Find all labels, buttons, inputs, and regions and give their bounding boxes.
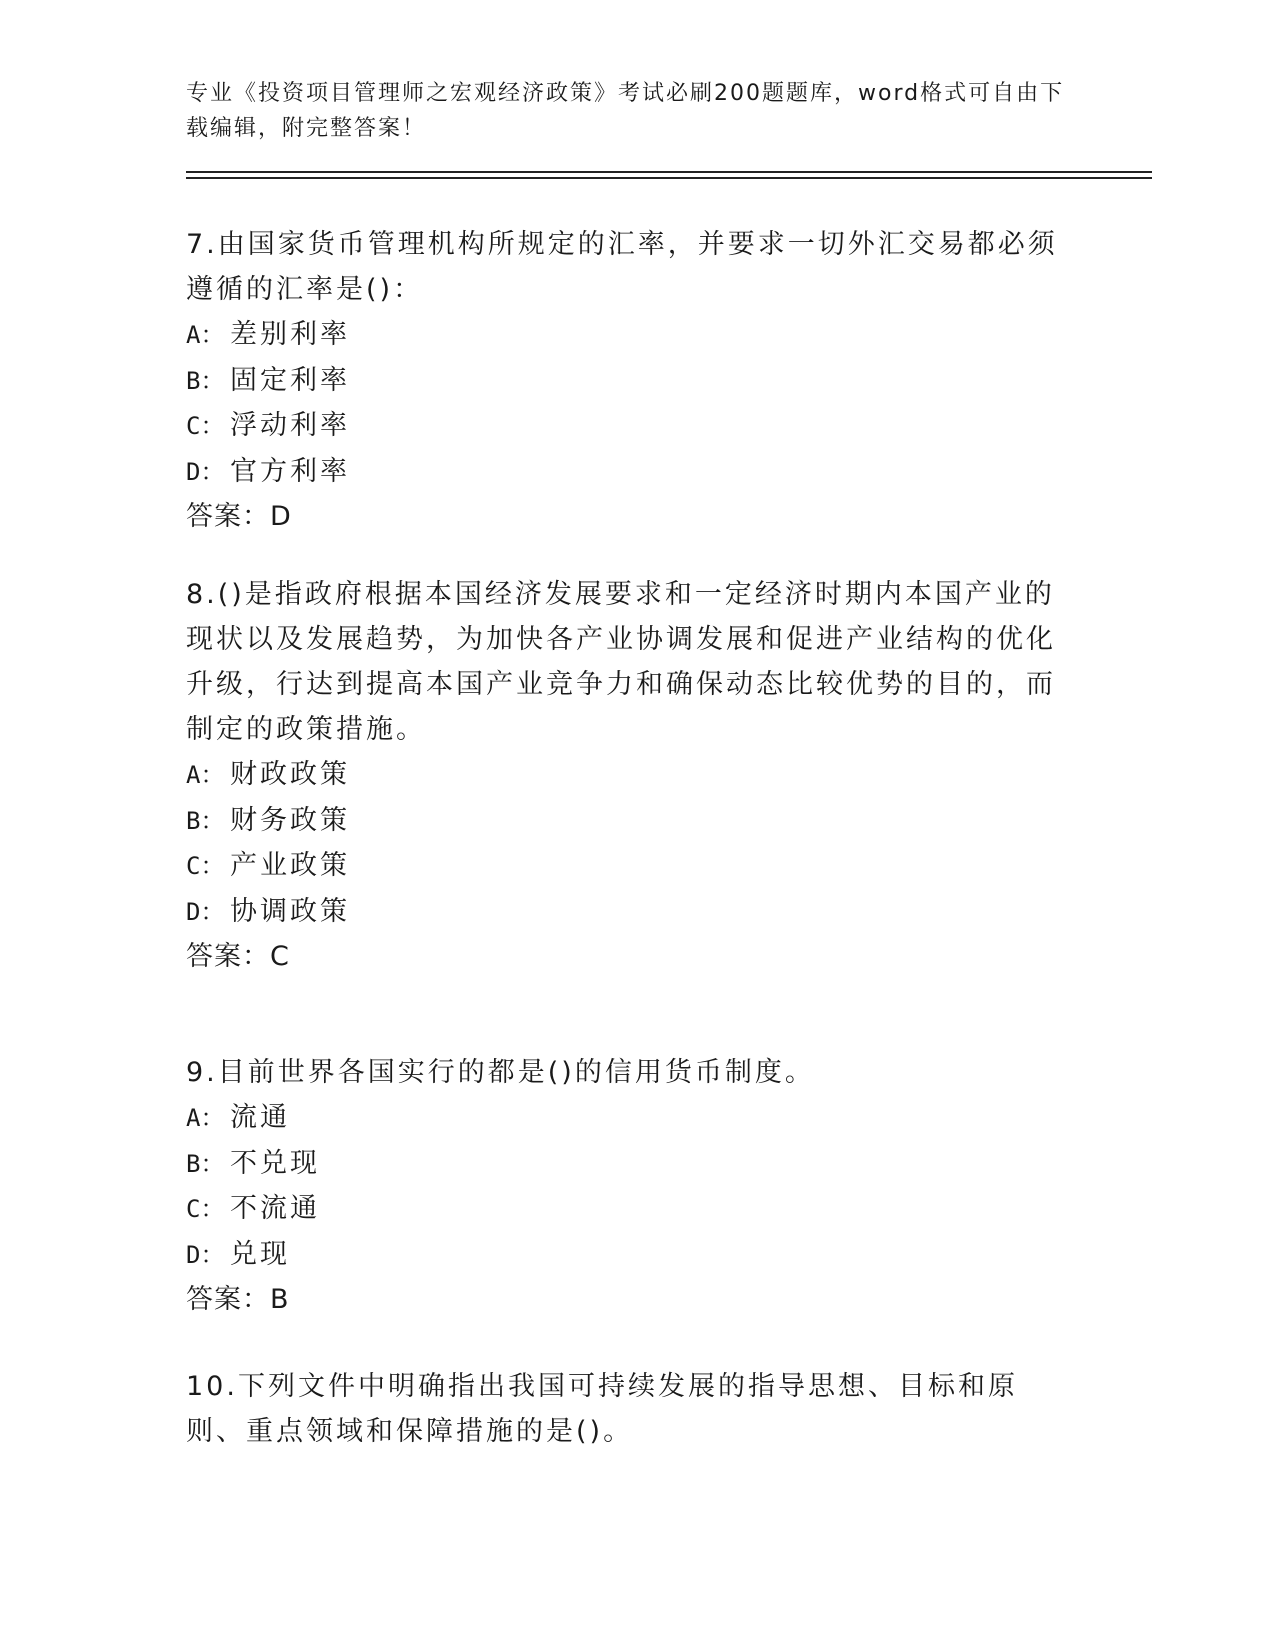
question-7 [186, 222, 1066, 540]
question-stem: 10.下列文件中明确指出我国可持续发展的指导思想、目标和原则、重点领域和保障措施的是()。 [186, 1371, 1018, 1447]
option-text: 兑现 [230, 1238, 290, 1270]
option-letter: A： [186, 321, 225, 349]
option-letter: A： [186, 761, 225, 789]
option-letter: C： [186, 412, 225, 440]
option-letter: B： [186, 366, 225, 395]
option-a [186, 752, 1066, 798]
option-a [186, 1095, 1066, 1141]
question-9 [186, 1050, 1066, 1323]
option-text: 流通 [230, 1102, 290, 1133]
option-text: 不兑现 [230, 1147, 320, 1179]
question-10 [186, 1364, 1066, 1454]
option-text: 财务政策 [230, 804, 350, 836]
option-d [186, 1232, 1066, 1278]
option-b [186, 798, 1066, 844]
option-d [186, 889, 1066, 935]
option-letter: B： [186, 806, 225, 835]
question-stem: 7.由国家货币管理机构所规定的汇率，并要求一切外汇交易都必须遵循的汇率是()： [186, 229, 1058, 305]
option-text: 不流通 [230, 1193, 320, 1224]
option-c [186, 403, 1066, 449]
option-letter: D： [186, 457, 225, 486]
header-divider-top [186, 171, 1152, 173]
option-letter: D： [186, 897, 225, 926]
question-8 [186, 572, 1066, 980]
option-text: 浮动利率 [230, 410, 350, 441]
option-text: 差别利率 [230, 319, 350, 350]
answer-line: 答案：C [186, 941, 290, 972]
option-text: 财政政策 [230, 759, 350, 790]
option-a [186, 312, 1066, 358]
option-letter: D： [186, 1240, 225, 1269]
answer-line: 答案：D [186, 501, 292, 532]
option-text: 官方利率 [230, 455, 350, 487]
option-d [186, 449, 1066, 495]
option-text: 产业政策 [230, 850, 350, 881]
option-letter: C： [186, 852, 225, 880]
question-stem: 8.()是指政府根据本国经济发展要求和一定经济时期内本国产业的现状以及发展趋势，为加快各产业协调发展和促进产业结构的优化升级，行达到提高本国产业竞争力和确保动态比较优势的目的，而制定的政策措施。 [186, 579, 1056, 745]
option-b [186, 358, 1066, 404]
answer-line: 答案：B [186, 1284, 290, 1315]
option-c [186, 1186, 1066, 1232]
document-header: 专业《投资项目管理师之宏观经济政策》考试必刷200题题库，word格式可自由下载编辑，附完整答案！ [186, 81, 1065, 141]
option-b [186, 1141, 1066, 1187]
option-c [186, 843, 1066, 889]
option-letter: B： [186, 1149, 225, 1178]
option-text: 固定利率 [230, 364, 350, 396]
option-text: 协调政策 [230, 895, 350, 927]
option-letter: A： [186, 1104, 225, 1132]
option-letter: C： [186, 1195, 225, 1223]
header-divider-bottom [186, 177, 1152, 179]
question-stem: 9.目前世界各国实行的都是()的信用货币制度。 [186, 1057, 815, 1088]
